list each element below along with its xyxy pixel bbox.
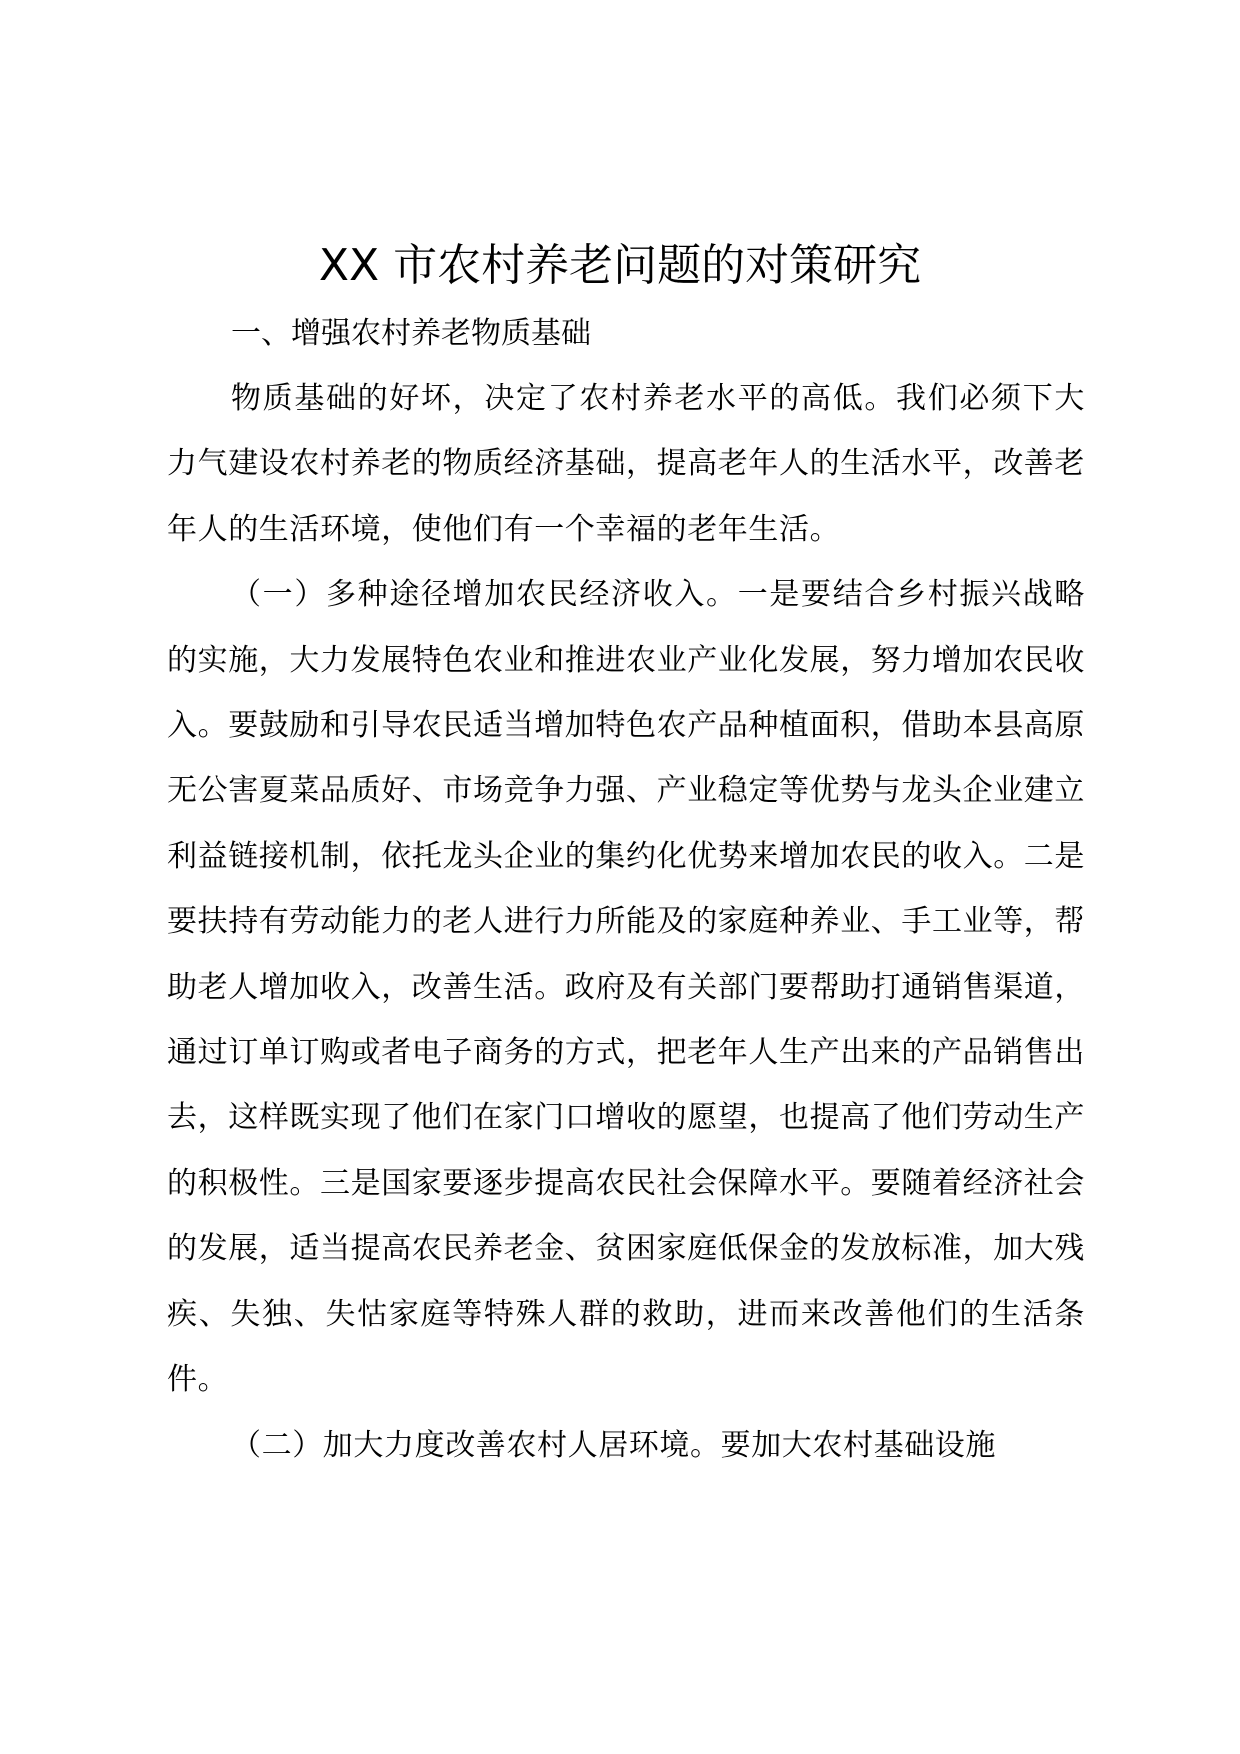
document-body — [167, 302, 1085, 1478]
body-paragraph: （一）多种途径增加农民经济收入。一是要结合乡村振兴战略的实施，大力发展特色农业和推进农业产业化发展，努力增加农民收入。要鼓励和引导农民适当增加特色农产品种植面积，借助本县高原无公害夏菜品质好、市场竞争力强、产业稳定等优势与龙头企业建立利益链接机制，依托龙头企业的集约化优势来增加农民的收入。二是要扶持有劳动能力的老人进行力所能及的家庭种养业、手工业等，帮助老人增加收入，改善生活。政府及有关部门要帮助打通销售渠道，通过订单订购或者电子商务的方式，把老年人生产出来的产品销售出去，这样既实现了他们在家门口增收的愿望，也提高了他们劳动生产的积极性。三是国家要逐步提高农民社会保障水平。要随着经济社会的发展，适当提高农民养老金、贫困家庭低保金的发放标准，加大残疾、失独、失怙家庭等特殊人群的救助，进而来改善他们的生活条件。 — [167, 577, 1085, 1398]
section-heading: 一、增强农村养老物质基础 — [231, 316, 591, 351]
document-title: XX 市农村养老问题的对策研究 — [318, 240, 922, 291]
body-paragraph: （二）加大力度改善农村人居环境。要加大农村基础设施 — [231, 1427, 996, 1463]
body-paragraph: 物质基础的好坏，决定了农村养老水平的高低。我们必须下大力气建设农村养老的物质经济基础，提高老年人的生活水平，改善老年人的生活环境，使他们有一个幸福的老年生活。 — [167, 381, 1085, 547]
